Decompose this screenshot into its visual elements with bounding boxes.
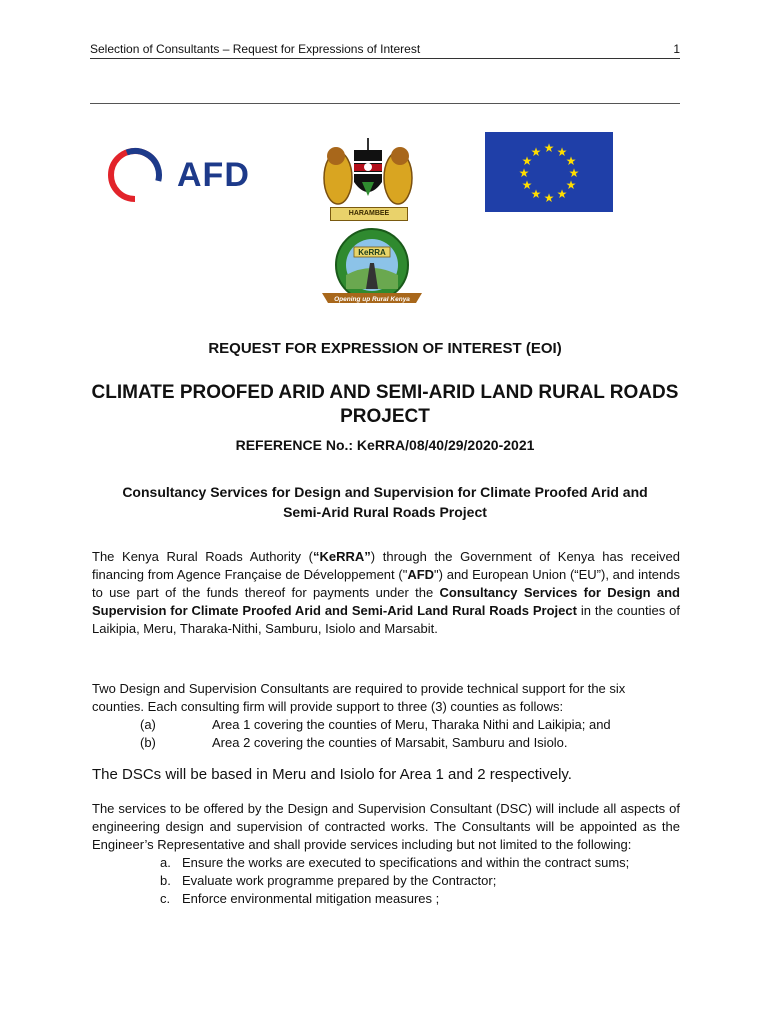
afd-ring-icon — [105, 145, 165, 205]
afd-logo-text: AFD — [177, 155, 250, 194]
consultants-paragraph — [92, 680, 680, 752]
list-text: Enforce environmental mitigation measures ; — [182, 891, 440, 906]
list-item — [92, 716, 680, 734]
list-marker: b. — [160, 873, 171, 888]
services-subtitle-line1: Consultancy Services for Design and Supervision for Climate Proofed Arid and — [122, 484, 648, 500]
services-subtitle — [90, 482, 680, 522]
svg-text:★: ★ — [521, 154, 533, 168]
list-marker: a. — [160, 855, 171, 870]
intro-kerra-bold: “KeRRA” — [312, 549, 371, 564]
svg-text:★: ★ — [556, 145, 568, 159]
svg-text:★: ★ — [556, 187, 568, 201]
header-divider — [90, 103, 680, 104]
dsc-location-paragraph: The DSCs will be based in Meru and Isiolo for Area 1 and 2 respectively. — [92, 766, 572, 783]
intro-text-1: The Kenya Rural Roads Authority ( — [92, 549, 313, 564]
list-item — [92, 734, 680, 752]
list-marker: c. — [160, 891, 171, 906]
eu-flag-icon — [485, 132, 613, 212]
consultants-text: Two Design and Supervision Consultants are required to provide technical support for the six counties. Each consulting firm will provide support to three (3) counties as follows: — [92, 681, 626, 714]
svg-text:★: ★ — [543, 141, 555, 155]
svg-text:★: ★ — [521, 178, 533, 192]
svg-text:★: ★ — [530, 145, 542, 159]
intro-afd-bold: AFD — [407, 567, 435, 582]
intro-project-bold: Consultancy Services for Design and Supervision for Climate Proofed Arid and Semi-Arid Land Rural Roads Project — [92, 585, 680, 618]
list-item — [92, 872, 680, 890]
page-header — [90, 42, 680, 59]
intro-text-2: ) through the Government of Kenya has received financing from Agence Française de Développement (" — [92, 549, 680, 582]
afd-logo — [105, 145, 255, 205]
services-paragraph — [92, 800, 680, 908]
intro-text-4: in the counties of Laikipia, Meru, Tharaka-Nithi, Samburu, Isiolo and Marsabit. — [92, 603, 680, 636]
reference-number: REFERENCE No.: KeRRA/08/40/29/2020-2021 — [235, 437, 535, 453]
kerra-tagline: Opening up Rural Kenya — [334, 296, 410, 303]
list-text: Evaluate work programme prepared by the Contractor; — [182, 873, 497, 888]
svg-text:★: ★ — [565, 178, 577, 192]
project-title — [90, 381, 680, 429]
svg-text:★: ★ — [568, 166, 580, 180]
header-title: Selection of Consultants – Request for Expressions of Interest — [90, 42, 421, 56]
list-marker: (a) — [140, 717, 156, 732]
kerra-center-text: KeRRA — [358, 248, 386, 257]
eoi-title: REQUEST FOR EXPRESSION OF INTEREST (EOI) — [208, 340, 562, 357]
intro-text-3: ") and European Union (“EU”), and intends to use part of the funds thereof for payments under the — [92, 567, 680, 600]
list-text: Ensure the works are executed to specifications and within the contract sums; — [182, 855, 630, 870]
intro-paragraph — [92, 548, 680, 638]
list-text: Area 1 covering the counties of Meru, Tharaka Nithi and Laikipia; and — [212, 717, 611, 732]
list-marker: (b) — [140, 735, 156, 750]
page-number: 1 — [673, 42, 680, 56]
list-item — [92, 854, 680, 872]
list-item — [92, 890, 680, 908]
services-subtitle-line2: Semi-Arid Rural Roads Project — [283, 504, 487, 520]
svg-text:★: ★ — [530, 187, 542, 201]
services-text: The services to be offered by the Design and Supervision Consultant (DSC) will include all aspects of engineering design and supervision of contracted works. The Consultants will be appointed as the Engineer’s Representative and shall provide services including but not limited to the following: — [92, 801, 680, 852]
project-title-line1: CLIMATE PROOFED ARID AND SEMI-ARID LAND RURAL ROADS — [91, 382, 679, 403]
kerra-logo — [312, 225, 432, 310]
coat-of-arms-motto: HARAMBEE — [330, 207, 408, 221]
project-title-line2: PROJECT — [340, 406, 430, 427]
list-text: Area 2 covering the counties of Marsabit, Samburu and Isiolo. — [212, 735, 568, 750]
svg-text:★: ★ — [543, 191, 555, 205]
svg-text:★: ★ — [518, 166, 530, 180]
svg-text:★: ★ — [565, 154, 577, 168]
